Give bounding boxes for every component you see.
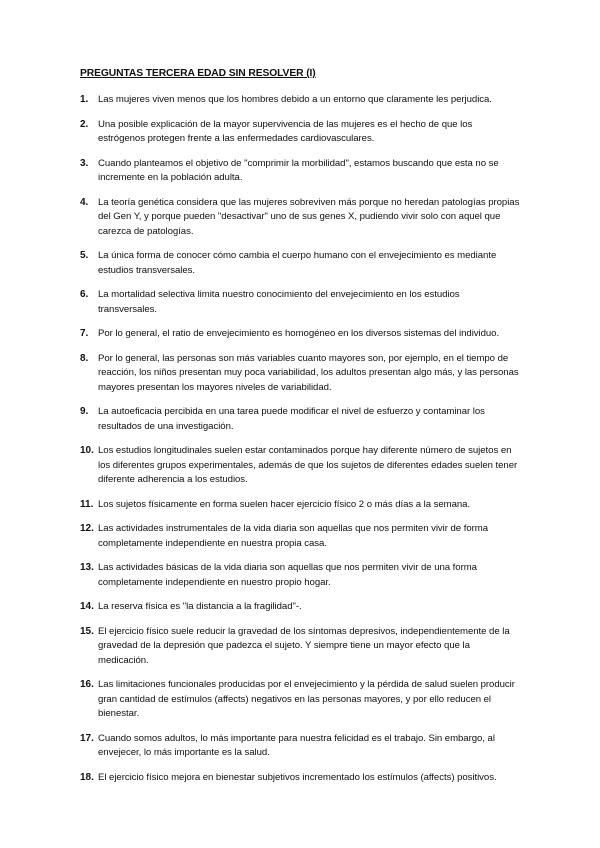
item-text: Las actividades instrumentales de la vida diaria son aquellas que nos permiten vivir de forma completamente independiente en nuestra propia casa. bbox=[98, 523, 488, 549]
item-number: 7. bbox=[80, 328, 89, 339]
item-number: 5. bbox=[80, 250, 89, 261]
item-text: Los estudios longitudinales suelen estar contaminados porque hay diferente número de sujetos en los diferentes grupos experimentales, además de que los sujetos de diferentes edades suelen tener diferente adherencia a los estudios. bbox=[98, 445, 518, 485]
item-text: La mortalidad selectiva limita nuestro conocimiento del envejecimiento en los estudios transversales. bbox=[98, 289, 460, 315]
item-number: 2. bbox=[80, 118, 89, 130]
item-text: Cuando somos adultos, lo más importante para nuestra felicidad es el trabajo. Sin embargo, al envejecer, lo más importante es la salud. bbox=[98, 732, 495, 758]
item-number: 16. bbox=[80, 679, 94, 690]
item-number: 17. bbox=[80, 732, 94, 744]
item-text: Por lo general, el ratio de envejecimiento es homogéneo en los diversos sistemas del individuo. bbox=[98, 328, 500, 339]
item-text: Los sujetos físicamente en forma suelen hacer ejercicio físico 2 o más días a la semana. bbox=[98, 498, 471, 510]
item-number: 14. bbox=[80, 601, 94, 612]
list-item bbox=[80, 444, 520, 488]
document-title: PREGUNTAS TERCERA EDAD SIN RESOLVER (I) bbox=[80, 68, 316, 79]
list-item bbox=[80, 196, 520, 240]
list-item bbox=[80, 771, 520, 786]
list-item bbox=[80, 561, 520, 590]
list-item bbox=[80, 352, 520, 396]
item-number: 15. bbox=[80, 625, 94, 637]
list-item bbox=[80, 249, 520, 278]
item-text: Las limitaciones funcionales producidas por el envejecimiento y la pérdida de salud suelen producir gran cantidad de estímulos (affects) negativos en las personas mayores, y por ello reducen el bienestar. bbox=[98, 679, 515, 719]
list-item bbox=[80, 522, 520, 551]
item-text: La reserva física es "la distancia a la fragilidad"-. bbox=[98, 601, 302, 612]
item-text: Una posible explicación de la mayor supervivencia de las mujeres es el hecho de que los estrógenos protegen frente a las enfermedades cardiovasculares. bbox=[98, 118, 473, 144]
item-number: 6. bbox=[80, 289, 89, 300]
item-text: Por lo general, las personas son más variables cuanto mayores son, por ejemplo, en el tiempo de reacción, los niños presentan muy poca variabilidad, los adultos presentan algo más, y las personas mayores presentan los mayores niveles de variabilidad. bbox=[98, 352, 519, 393]
list-item bbox=[80, 327, 520, 342]
item-number: 13. bbox=[80, 562, 94, 573]
question-list bbox=[80, 93, 520, 785]
item-number: 10. bbox=[80, 445, 94, 456]
item-number: 8. bbox=[80, 352, 89, 364]
list-item bbox=[80, 288, 520, 317]
item-number: 12. bbox=[80, 523, 94, 534]
list-item bbox=[80, 600, 520, 615]
list-item bbox=[80, 625, 520, 669]
item-text: La única forma de conocer cómo cambia el cuerpo humano con el envejecimiento es mediante estudios transversales. bbox=[98, 250, 497, 276]
item-number: 18. bbox=[80, 771, 94, 783]
item-text: Las actividades básicas de la vida diaria son aquellas que nos permiten vivir de una forma completamente independiente en nuestro propio hogar. bbox=[98, 562, 477, 588]
item-number: 11. bbox=[80, 498, 94, 510]
item-text: El ejercicio físico suele reducir la gravedad de los síntomas depresivos, independientemente de la gravedad de la depresión que padezca el sujeto. Y siempre tiene un mayor efecto que la medicación. bbox=[98, 625, 510, 666]
item-text: La teoría genética considera que las mujeres sobreviven más porque no heredan patologías propias del Gen Y, y porque pueden "desactivar" uno de sus genes X, pudiendo vivir solo con aquel que carezca de patologías. bbox=[98, 196, 520, 237]
item-text: Cuando planteamos el objetivo de "comprimir la morbilidad", estamos buscando que esta no se incremente en la población adulta. bbox=[98, 157, 499, 183]
list-item bbox=[80, 678, 520, 722]
list-item bbox=[80, 157, 520, 186]
item-text: La autoeficacia percibida en una tarea puede modificar el nivel de esfuerzo y contaminar los resultados de una investigación. bbox=[98, 406, 485, 432]
list-item bbox=[80, 405, 520, 434]
list-item bbox=[80, 498, 520, 513]
item-text: El ejercicio físico mejora en bienestar subjetivos incrementado los estímulos (affects) positivos. bbox=[98, 771, 497, 783]
item-number: 1. bbox=[80, 94, 89, 105]
item-number: 3. bbox=[80, 157, 89, 169]
item-number: 4. bbox=[80, 196, 89, 208]
item-text: Las mujeres viven menos que los hombres debido a un entorno que claramente les perjudica. bbox=[98, 94, 492, 105]
list-item bbox=[80, 93, 520, 108]
item-number: 9. bbox=[80, 406, 89, 417]
list-item bbox=[80, 118, 520, 147]
list-item bbox=[80, 732, 520, 761]
